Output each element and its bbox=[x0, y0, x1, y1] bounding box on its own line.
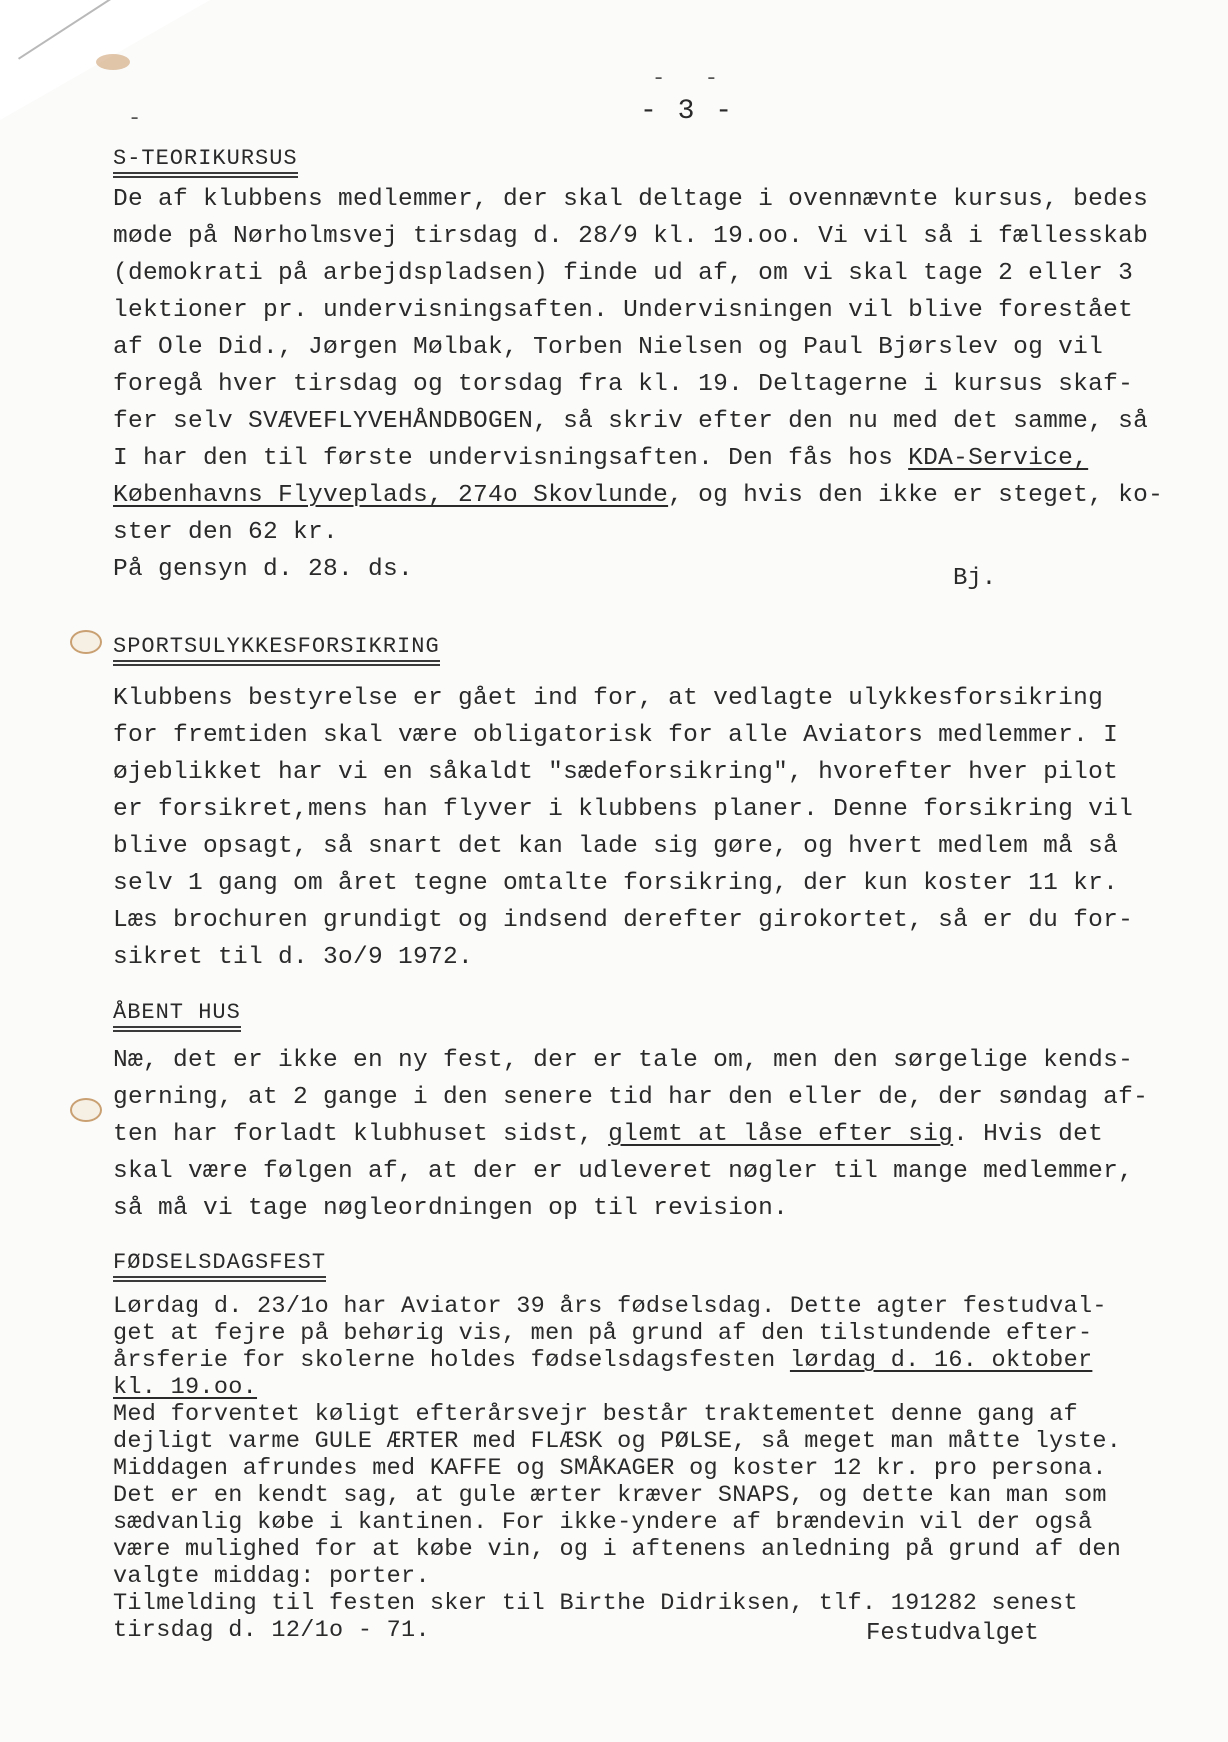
text-line-start: ten har forladt klubhuset sidst, bbox=[113, 1121, 609, 1148]
signature-bj: Bj. bbox=[953, 565, 997, 592]
text-line-end: , og hvis den ikke er steget, ko- bbox=[668, 482, 1164, 509]
heading-forsikring: SPORTSULYKKESFORSIKRING bbox=[113, 634, 440, 662]
text-line: Middagen afrundes med KAFFE og SMÅKAGER og koster 12 kr. pro persona. bbox=[113, 1455, 1107, 1482]
text-line: get at fejre på behørig vis, men på grund af den tilstundende efter- bbox=[113, 1320, 1093, 1347]
text-line: dejligt varme GULE ÆRTER med FLÆSK og PØLSE, så meget man måtte lyste. bbox=[113, 1428, 1122, 1455]
text-line bbox=[113, 440, 1163, 477]
foedselsdag-body bbox=[113, 1293, 1121, 1644]
text-line: sikret til d. 3o/9 1972. bbox=[113, 944, 474, 971]
text-line: gerning, at 2 gange i den senere tid har den eller de, der søndag af- bbox=[113, 1084, 1149, 1111]
text-line: øjeblikket har vi en såkaldt "sædeforsikring", hvorefter hver pilot bbox=[113, 759, 1119, 786]
page-number: - 3 - bbox=[640, 96, 735, 127]
text-line-start: årsferie for skolerne holdes fødselsdagsfesten bbox=[113, 1347, 790, 1374]
text-line: være mulighed for at købe vin, og i aftenens anledning på grund af den bbox=[113, 1536, 1122, 1563]
laase-underlined: glemt at låse efter sig bbox=[608, 1121, 954, 1148]
text-line: Læs brochuren grundigt og indsend derefter girokortet, så er du for- bbox=[113, 907, 1134, 934]
text-line bbox=[113, 477, 1163, 514]
heading-teorikursus: S-TEORIKURSUS bbox=[113, 146, 298, 174]
punch-hole-icon bbox=[70, 1098, 102, 1122]
text-line: valgte middag: porter. bbox=[113, 1563, 430, 1590]
text-line: ster den 62 kr. bbox=[113, 519, 339, 546]
text-line: tirsdag d. 12/1o - 71. bbox=[113, 1617, 430, 1644]
text-line-start: I har den til første undervisningsaften. Den fås hos bbox=[113, 445, 909, 472]
aabent-hus-body bbox=[113, 1042, 1148, 1227]
text-line: foregå hver tirsdag og torsdag fra kl. 19. Deltagerne i kursus skaf- bbox=[113, 371, 1134, 398]
flyveplads-underlined: Københavns Flyveplads, 274o Skovlunde bbox=[113, 482, 669, 509]
text-line: for fremtiden skal være obligatorisk for alle Aviators medlemmer. I bbox=[113, 722, 1119, 749]
text-line: Næ, det er ikke en ny fest, der er tale om, men den sørgelige kends- bbox=[113, 1047, 1134, 1074]
text-line: (demokrati på arbejdspladsen) finde ud af, om vi skal tage 2 eller 3 bbox=[113, 260, 1134, 287]
text-line: møde på Nørholmsvej tirsdag d. 28/9 kl. 19.oo. Vi vil så i fællesskab bbox=[113, 223, 1149, 250]
text-line: Med forventet køligt efterårsvejr består traktementet denne gang af bbox=[113, 1401, 1078, 1428]
text-line bbox=[113, 1374, 1121, 1401]
stain-mark bbox=[96, 54, 130, 70]
closing-line: På gensyn d. 28. ds. bbox=[113, 556, 414, 583]
text-line: er forsikret,mens han flyver i klubbens planer. Denne forsikring vil bbox=[113, 796, 1134, 823]
text-line: De af klubbens medlemmer, der skal deltage i ovennævnte kursus, bedes bbox=[113, 186, 1149, 213]
text-line: selv 1 gang om året tegne omtalte forsikring, der kun koster 11 kr. bbox=[113, 870, 1119, 897]
text-line: sædvanlig købe i kantinen. For ikke-yndere af brændevin vil der også bbox=[113, 1509, 1093, 1536]
stray-mark: - - bbox=[652, 66, 719, 91]
text-line: Det er en kendt sag, at gule ærter kræver SNAPS, og dette kan man som bbox=[113, 1482, 1107, 1509]
text-line: lektioner pr. undervisningsaften. Undervisningen vil blive forestået bbox=[113, 297, 1134, 324]
text-line: Klubbens bestyrelse er gået ind for, at vedlagte ulykkesforsikring bbox=[113, 685, 1104, 712]
text-line bbox=[113, 1347, 1121, 1374]
text-line: blive opsagt, så snart det kan lade sig gøre, og hvert medlem må så bbox=[113, 833, 1119, 860]
teorikursus-body bbox=[113, 181, 1163, 588]
text-line: Lørdag d. 23/1o har Aviator 39 års fødselsdag. Dette agter festudval- bbox=[113, 1293, 1107, 1320]
forsikring-body bbox=[113, 680, 1133, 976]
text-line: så må vi tage nøgleordningen op til revision. bbox=[113, 1195, 789, 1222]
heading-foedselsdagsfest: FØDSELSDAGSFEST bbox=[113, 1250, 326, 1278]
kda-service-underlined: KDA-Service, bbox=[908, 445, 1089, 472]
klokkeslaet-underlined: kl. 19.oo. bbox=[113, 1374, 258, 1401]
punch-hole-icon bbox=[70, 630, 102, 654]
signature-festudvalget: Festudvalget bbox=[866, 1620, 1039, 1647]
dato-underlined: lørdag d. 16. oktober bbox=[789, 1347, 1093, 1374]
text-line: Tilmelding til festen sker til Birthe Didriksen, tlf. 191282 senest bbox=[113, 1590, 1078, 1617]
text-line: af Ole Did., Jørgen Mølbak, Torben Nielsen og Paul Bjørslev og vil bbox=[113, 334, 1104, 361]
stray-mark: - bbox=[128, 106, 142, 131]
text-line-end: . Hvis det bbox=[953, 1121, 1104, 1148]
text-line: skal være følgen af, at der er udleveret nøgler til mange medlemmer, bbox=[113, 1158, 1134, 1185]
heading-aabent-hus: ÅBENT HUS bbox=[113, 1000, 241, 1028]
text-line bbox=[113, 1116, 1148, 1153]
text-line: fer selv SVÆVEFLYVEHÅNDBOGEN, så skriv efter den nu med det samme, så bbox=[113, 408, 1149, 435]
